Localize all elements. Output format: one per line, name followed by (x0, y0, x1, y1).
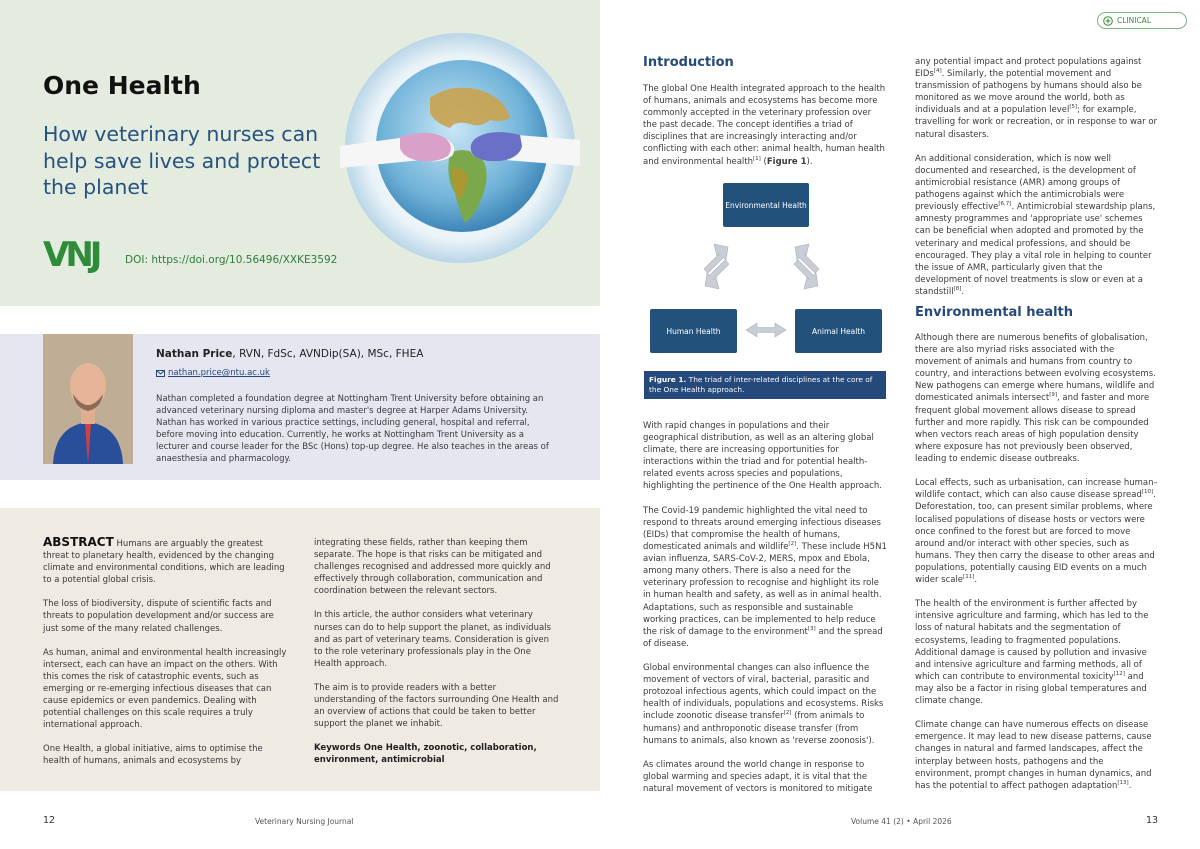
body-paragraph (915, 153, 1159, 298)
keywords-list: One Health, zoonotic, collaboration, environment, antimicrobial (314, 743, 537, 766)
globe-fist-bump-illustration (340, 28, 580, 268)
plus-circle-icon (1103, 16, 1113, 26)
environmental-health-heading: Environmental health (915, 305, 1074, 320)
text: . (1128, 780, 1132, 791)
text: and the spread of disease. (643, 626, 883, 649)
body-paragraph (915, 332, 1159, 465)
node-human-health: Human Health (650, 309, 737, 353)
issue-info (851, 817, 952, 826)
citation: [12] (1113, 670, 1125, 677)
text: any potential impact and protect populations against EIDs (915, 57, 1142, 80)
abstract-heading: ABSTRACT (43, 535, 114, 549)
arrow-environment-human (704, 244, 729, 289)
citation: [13] (1117, 779, 1129, 786)
text: Climate change can have numerous effects on disease emergence. It may lead to new disease patterns, cause changes in natural and farmed landscapes, affect the interplay between hosts, pathogens and the environment, prompt changes in human dynamics, and has the potential to affect pathogen adaptation (915, 720, 1152, 791)
intro-paragraph-1 (643, 83, 887, 168)
citation: [2] (783, 710, 792, 717)
abstract-column-1 (43, 537, 288, 780)
text: . (974, 574, 978, 585)
node-animal-health: Animal Health (795, 309, 882, 353)
text: (from animals to humans) and anthroponotic disease transfer (from humans to animals, also known as 'reverse zoonosis'). (643, 711, 875, 746)
intro-heading: Introduction (643, 55, 734, 70)
text: . Deforestation, too, can present similar problems, where localised populations of disease hosts or vectors were once confined to the forest but are forced to move around and/or interact with other species, such as humans. They then carry the disease to other areas and populations, potentially causing EID events on a much wider scale (915, 490, 1156, 585)
text: , and faster and more frequent global movement allows disease to spread further and more rapidly. This risk can be compounded when vectors reach areas of high population density where exposure has not previously been observed, leading to endemic disease outbreaks. (915, 393, 1150, 464)
text: Local effects, such as urbanisation, can increase human–wildlife contact, which can also cause disease spread (915, 478, 1158, 501)
right-column-top (915, 56, 1159, 298)
right-column-bottom (915, 332, 1159, 792)
article-subtitle: How veterinary nurses can help save lives and protect the planet (43, 122, 321, 199)
author-name: Nathan Price (156, 348, 233, 360)
body-paragraph (915, 477, 1159, 586)
citation: [10] (1141, 489, 1154, 496)
clinical-label: CLINICAL (1117, 16, 1151, 25)
keywords-label: Keywords (314, 743, 361, 754)
author-bio: Nathan completed a foundation degree at Nottingham Trent University before obtaining an advanced veterinary nursing diploma and master's degree at Harper Adams University. Nathan has worked in various practice settings, including general, hospital and referral, before moving into education. Currently, he works at Nottingham Trent University as a lecturer and course leader for the BSc (Hons) top-up degree. He also teaches in the areas of anaesthesia and pharmacology. (156, 394, 549, 465)
caption-label: Figure 1. (649, 375, 687, 384)
caption-text: The triad of inter-related disciplines at the core of the One Health approach. (649, 375, 873, 394)
text: . Antimicrobial stewardship plans, amnesty programmes and 'appropriate use' schemes can be beneficial when adopted and promoted by the veterinary and medical professions, and should be encouraged. They play a vital role in helping to counter the issue of AMR, particularly given that the development of novel treatments is slow or even at a standstill (915, 202, 1156, 297)
body-paragraph (915, 719, 1159, 792)
text: . Similarly, the potential movement and transmission of pathogens by humans should also be monitored as we move around the world, both as individuals and at a population level (915, 69, 1142, 116)
citation: [3] (807, 625, 816, 632)
abstract-paragraph: integrating these fields, rather than keeping them separate. The hope is that risks can be mitigated and challenges recognised and addressed more quickly and effectively through collaboration, communication and coordination between the relevant sectors. (314, 538, 551, 597)
author-photo (43, 334, 133, 464)
author-credentials: , RVN, FdSc, AVNDip(SA), MSc, FHEA (232, 348, 424, 360)
triad-arrows (640, 230, 890, 340)
author-email-link[interactable]: nathan.price@ntu.ac.uk (168, 368, 270, 378)
clinical-badge[interactable] (1097, 12, 1187, 29)
journal-name: Veterinary Nursing Journal (255, 817, 354, 826)
abstract-paragraph: One Health, a global initiative, aims to optimise the health of humans, animals and ecosystems by (43, 744, 263, 767)
text: Global environmental changes can also influence the movement of vectors of viral, bacterial, parasitic and protozoal infectious agents, which could impact on the health of individuals, populations and ecosystems. Risks include zoonotic disease transfer (643, 663, 884, 722)
text: The global One Health integrated approach to the health of humans, animals and ecosystems has become more commonly accepted in the veterinary profession over the past decade. The concept identifies a triad of disciplines that are increasingly interacting and/or conflicting with each other: animal health, human health and environmental health (643, 84, 886, 167)
author-byline (156, 348, 423, 360)
abstract-column-2 (314, 537, 559, 767)
text: ; for example, travelling for work or recreation, or in response to war or natural disasters. (915, 105, 1158, 140)
citation: [5] (1069, 104, 1078, 111)
text: and may also be a factor in rising global temperatures and climate change. (915, 671, 1147, 706)
intro-body (643, 420, 887, 795)
abstract-paragraph: The aim is to provide readers with a better understanding of the factors surrounding One Health and an overview of actions that could be taken to better support the planet we inhabit. (314, 682, 559, 730)
text: An additional consideration, which is now well documented and researched, is the development of antimicrobial resistance (AMR) among groups of pathogens against which the antimicrobials were previously effective (915, 153, 1136, 213)
citation: [2] (788, 541, 797, 548)
intro-paragraph-3 (643, 505, 887, 650)
email-icon (156, 370, 165, 377)
node-environmental-health: Environmental Health (723, 183, 809, 227)
arrow-environment-animal (794, 244, 819, 289)
text: . These include H5N1 avian influenza, SARS-CoV-2, MERS, mpox and Ebola, among many others. There is also a need for the veterinary profession to recognise and highlight its role in human health and safety, as well as in animal health. Adaptations, such as responsible and sustainable working practices, can be implemented to help reduce the risk of damage to the environment (643, 542, 887, 637)
figure-caption (644, 371, 886, 399)
keywords (314, 742, 559, 766)
abstract-paragraph: Humans are arguably the greatest threat to planetary health, evidenced by the changing climate and environmental conditions, which are leading to a potential global crisis. (43, 539, 285, 586)
page-number-left: 12 (43, 815, 56, 826)
separator: • (906, 817, 911, 826)
issue-volume: Volume 41 (2) (851, 817, 904, 826)
citation: [6,7] (998, 201, 1012, 208)
vnj-logo: VNJ (43, 235, 99, 275)
doi-link[interactable]: DOI: https://doi.org/10.56496/XXKE3592 (125, 254, 338, 266)
intro-paragraph-2: With rapid changes in populations and their geographical distribution, as well as an altering global climate, there are increasing opportunities for interactions within the triad and for potential health-related events across species and populations, highlighting the pertinence of the One Health approach. (643, 421, 882, 492)
abstract-paragraph: The loss of biodiversity, dispute of scientific facts and threats to population development and/or success are just some of the many related challenges. (43, 599, 274, 634)
citation: [4] (933, 68, 942, 75)
citation: [8] (953, 286, 962, 293)
article-title: One Health (43, 71, 201, 100)
text: ). (806, 156, 813, 167)
issue-date: April 2026 (913, 817, 952, 826)
text: . (961, 286, 965, 297)
figure-reference: Figure 1 (766, 156, 807, 167)
text: The health of the environment is further affected by intensive agriculture and farming, which has led to the loss of natural habitats and the segmentation of ecosystems, leading to fragmented populations. Additional damage is caused by pollution and invasive and intensive agriculture and farming methods, all of which can contribute to environmental toxicity (915, 599, 1149, 682)
intro-paragraph-5: As climates around the world change in response to global warming and species adapt, it is vital that the natural movement of vectors is monitored to mitigate (643, 759, 873, 795)
page-number-right: 13 (1146, 815, 1159, 826)
text: Although there are numerous benefits of globalisation, there are also myriad risks associated with the movement of animals and humans from country to country, and interactions between evolving ecosystems. New pathogens can emerge where humans, wildlife and domesticated animals intersect (915, 333, 1156, 404)
text: The Covid-19 pandemic highlighted the vital need to respond to threats around emerging infectious diseases (EIDs) that compromise the health of humans, domesticated animals and wildlife (643, 505, 881, 553)
abstract-paragraph: In this article, the author considers what veterinary nurses can do to help support the planet, as individuals and as part of veterinary teams. Consideration is given to the role veterinary professionals play in the One Health approach. (314, 610, 551, 669)
body-paragraph (915, 598, 1159, 707)
abstract-paragraph: As human, animal and environmental health increasingly intersect, each can have an impact on the others. With this comes the risk of catastrophic events, such as emerging or re-emerging infectious diseases that can cause epidemics or even pandemics. Dealing with potential challenges on this scale requires a truly international approach. (43, 647, 287, 731)
intro-paragraph-4 (643, 662, 887, 747)
citation: [9] (1049, 392, 1057, 399)
author-email-row (156, 368, 270, 378)
citation: [1] (753, 155, 761, 162)
arrow-human-animal (746, 323, 786, 337)
body-paragraph (915, 56, 1159, 141)
text: ( (760, 156, 767, 167)
citation: [11] (963, 574, 975, 581)
